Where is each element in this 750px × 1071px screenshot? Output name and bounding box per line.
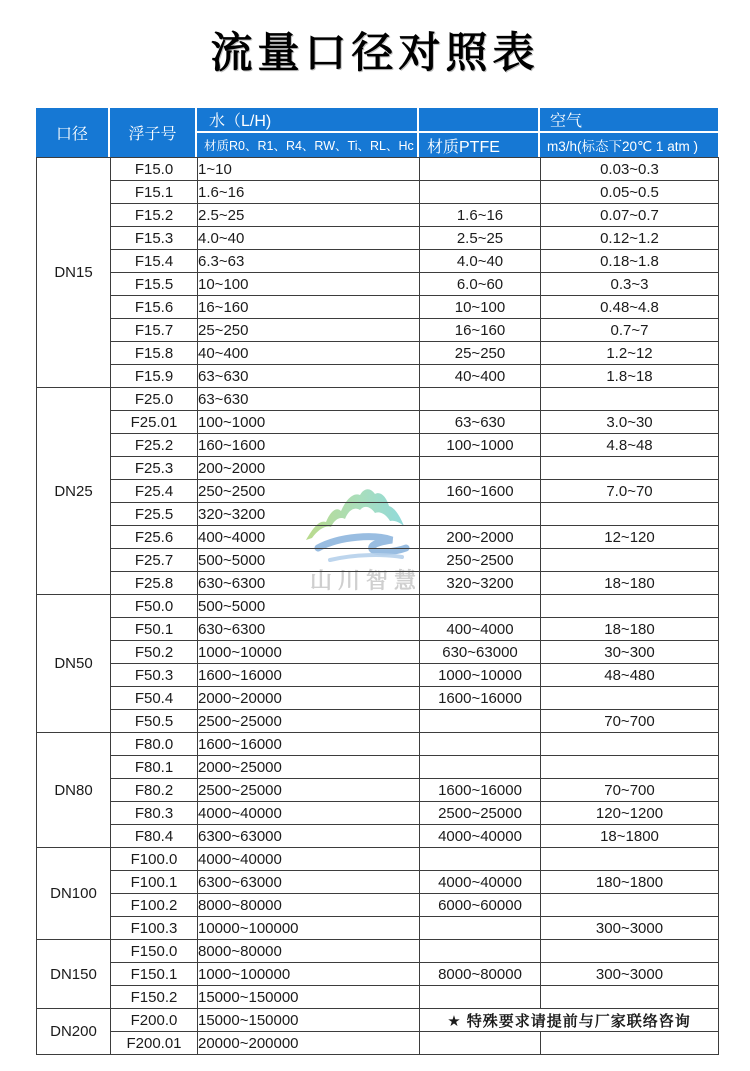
water-cell: 100~1000 <box>198 411 420 434</box>
ptfe-cell <box>420 503 541 526</box>
ptfe-cell: 4000~40000 <box>420 871 541 894</box>
header-water-title: 水（L/H) <box>197 108 417 131</box>
float-cell: F15.3 <box>111 227 198 250</box>
float-cell: F25.3 <box>111 457 198 480</box>
table-row <box>37 779 719 802</box>
special-note: ★ 特殊要求请提前与厂家联络咨询 <box>420 1009 719 1032</box>
ptfe-cell <box>420 181 541 204</box>
header-spacer-cell <box>419 108 538 131</box>
air-cell: 70~700 <box>541 710 719 733</box>
ptfe-cell <box>420 940 541 963</box>
table-row <box>37 986 719 1009</box>
float-cell: F80.2 <box>111 779 198 802</box>
water-cell: 1600~16000 <box>198 733 420 756</box>
water-cell: 160~1600 <box>198 434 420 457</box>
table-row <box>37 273 719 296</box>
float-cell: F80.1 <box>111 756 198 779</box>
air-cell: 0.3~3 <box>541 273 719 296</box>
ptfe-cell: 100~1000 <box>420 434 541 457</box>
table-row <box>37 1032 719 1055</box>
table-row <box>37 733 719 756</box>
air-cell: 7.0~70 <box>541 480 719 503</box>
caliber-cell: DN150 <box>37 940 111 1009</box>
water-cell: 63~630 <box>198 365 420 388</box>
float-cell: F15.6 <box>111 296 198 319</box>
table-row <box>37 894 719 917</box>
air-cell: 1.8~18 <box>541 365 719 388</box>
caliber-cell: DN15 <box>37 158 111 388</box>
flow-table-body <box>37 158 719 1055</box>
ptfe-cell: 4000~40000 <box>420 825 541 848</box>
air-cell: 0.05~0.5 <box>541 181 719 204</box>
air-cell: 4.8~48 <box>541 434 719 457</box>
float-cell: F15.7 <box>111 319 198 342</box>
table-row <box>37 963 719 986</box>
table-row <box>37 158 719 181</box>
water-cell: 4000~40000 <box>198 802 420 825</box>
flow-table <box>36 108 718 1055</box>
air-cell: 30~300 <box>541 641 719 664</box>
float-cell: F50.4 <box>111 687 198 710</box>
float-cell: F25.7 <box>111 549 198 572</box>
float-cell: F15.1 <box>111 181 198 204</box>
table-header <box>36 108 718 157</box>
float-cell: F80.0 <box>111 733 198 756</box>
float-cell: F25.2 <box>111 434 198 457</box>
table-row <box>37 296 719 319</box>
float-cell: F100.0 <box>111 848 198 871</box>
float-cell: F15.4 <box>111 250 198 273</box>
table-row <box>37 618 719 641</box>
air-cell <box>541 595 719 618</box>
ptfe-cell: 10~100 <box>420 296 541 319</box>
air-cell <box>541 756 719 779</box>
water-cell: 250~2500 <box>198 480 420 503</box>
table-row <box>37 664 719 687</box>
air-cell: 70~700 <box>541 779 719 802</box>
float-cell: F200.01 <box>111 1032 198 1055</box>
water-cell: 15000~150000 <box>198 1009 420 1032</box>
air-cell <box>541 894 719 917</box>
air-cell: 0.7~7 <box>541 319 719 342</box>
float-cell: F15.5 <box>111 273 198 296</box>
air-cell: 120~1200 <box>541 802 719 825</box>
ptfe-cell <box>420 848 541 871</box>
ptfe-cell: 6000~60000 <box>420 894 541 917</box>
air-cell <box>541 848 719 871</box>
water-cell: 20000~200000 <box>198 1032 420 1055</box>
air-cell: 0.03~0.3 <box>541 158 719 181</box>
caliber-cell: DN200 <box>37 1009 111 1055</box>
float-cell: F50.5 <box>111 710 198 733</box>
table-row <box>37 434 719 457</box>
air-cell <box>541 1032 719 1055</box>
table-row <box>37 342 719 365</box>
caliber-cell: DN50 <box>37 595 111 733</box>
header-float-no: 浮子号 <box>110 108 195 157</box>
table-row <box>37 848 719 871</box>
ptfe-cell: 1000~10000 <box>420 664 541 687</box>
table-row <box>37 457 719 480</box>
air-cell <box>541 986 719 1009</box>
air-cell: 12~120 <box>541 526 719 549</box>
float-cell: F100.1 <box>111 871 198 894</box>
ptfe-cell: 1.6~16 <box>420 204 541 227</box>
table-row <box>37 411 719 434</box>
table-row <box>37 802 719 825</box>
air-cell: 0.07~0.7 <box>541 204 719 227</box>
air-cell: 18~1800 <box>541 825 719 848</box>
page-title: 流量口径对照表 <box>210 29 540 76</box>
air-cell: 0.12~1.2 <box>541 227 719 250</box>
air-cell: 3.0~30 <box>541 411 719 434</box>
ptfe-cell: 1600~16000 <box>420 779 541 802</box>
water-cell: 10~100 <box>198 273 420 296</box>
air-cell: 48~480 <box>541 664 719 687</box>
ptfe-cell <box>420 388 541 411</box>
float-cell: F50.1 <box>111 618 198 641</box>
water-cell: 2500~25000 <box>198 779 420 802</box>
water-cell: 4.0~40 <box>198 227 420 250</box>
water-cell: 8000~80000 <box>198 894 420 917</box>
water-cell: 630~6300 <box>198 618 420 641</box>
water-cell: 8000~80000 <box>198 940 420 963</box>
table-row <box>37 756 719 779</box>
float-cell: F150.0 <box>111 940 198 963</box>
water-cell: 15000~150000 <box>198 986 420 1009</box>
air-cell: 300~3000 <box>541 963 719 986</box>
water-cell: 6300~63000 <box>198 871 420 894</box>
ptfe-cell <box>420 986 541 1009</box>
float-cell: F100.2 <box>111 894 198 917</box>
ptfe-cell <box>420 917 541 940</box>
water-cell: 6300~63000 <box>198 825 420 848</box>
ptfe-cell: 630~63000 <box>420 641 541 664</box>
water-cell: 1~10 <box>198 158 420 181</box>
float-cell: F25.0 <box>111 388 198 411</box>
water-cell: 320~3200 <box>198 503 420 526</box>
air-cell <box>541 940 719 963</box>
float-cell: F15.8 <box>111 342 198 365</box>
water-cell: 1000~10000 <box>198 641 420 664</box>
float-cell: F25.01 <box>111 411 198 434</box>
ptfe-cell <box>420 1032 541 1055</box>
caliber-cell: DN25 <box>37 388 111 595</box>
air-cell: 180~1800 <box>541 871 719 894</box>
ptfe-cell: 320~3200 <box>420 572 541 595</box>
water-cell: 4000~40000 <box>198 848 420 871</box>
water-cell: 2.5~25 <box>198 204 420 227</box>
header-water-materials: 材质R0、R1、R4、RW、Ti、RL、Hc <box>197 133 417 157</box>
air-cell: 300~3000 <box>541 917 719 940</box>
float-cell: F50.2 <box>111 641 198 664</box>
caliber-cell: DN80 <box>37 733 111 848</box>
table-row <box>37 227 719 250</box>
table-row <box>37 181 719 204</box>
water-cell: 500~5000 <box>198 595 420 618</box>
float-cell: F15.9 <box>111 365 198 388</box>
ptfe-cell <box>420 733 541 756</box>
ptfe-cell: 63~630 <box>420 411 541 434</box>
float-cell: F25.4 <box>111 480 198 503</box>
ptfe-cell: 25~250 <box>420 342 541 365</box>
air-cell: 1.2~12 <box>541 342 719 365</box>
water-cell: 200~2000 <box>198 457 420 480</box>
float-cell: F50.0 <box>111 595 198 618</box>
table-row <box>37 825 719 848</box>
ptfe-cell: 4.0~40 <box>420 250 541 273</box>
water-cell: 1000~100000 <box>198 963 420 986</box>
table-row <box>37 365 719 388</box>
ptfe-cell <box>420 595 541 618</box>
air-cell <box>541 457 719 480</box>
table-row <box>37 687 719 710</box>
ptfe-cell: 160~1600 <box>420 480 541 503</box>
flow-table-grid <box>36 157 719 1055</box>
air-cell: 18~180 <box>541 572 719 595</box>
ptfe-cell: 200~2000 <box>420 526 541 549</box>
table-row <box>37 319 719 342</box>
table-row <box>37 388 719 411</box>
air-cell: 0.48~4.8 <box>541 296 719 319</box>
water-cell: 63~630 <box>198 388 420 411</box>
ptfe-cell <box>420 756 541 779</box>
air-cell <box>541 503 719 526</box>
table-row <box>37 480 719 503</box>
table-row <box>37 250 719 273</box>
ptfe-cell: 250~2500 <box>420 549 541 572</box>
table-row <box>37 549 719 572</box>
header-air-title: 空气 <box>540 108 718 131</box>
ptfe-cell: 16~160 <box>420 319 541 342</box>
table-row <box>37 710 719 733</box>
water-cell: 40~400 <box>198 342 420 365</box>
table-row <box>37 641 719 664</box>
header-ptfe: 材质PTFE <box>419 133 538 157</box>
air-cell: 18~180 <box>541 618 719 641</box>
float-cell: F15.2 <box>111 204 198 227</box>
table-row <box>37 526 719 549</box>
float-cell: F50.3 <box>111 664 198 687</box>
float-cell: F150.1 <box>111 963 198 986</box>
ptfe-cell: 2500~25000 <box>420 802 541 825</box>
float-cell: F80.4 <box>111 825 198 848</box>
table-row <box>37 917 719 940</box>
float-cell: F80.3 <box>111 802 198 825</box>
ptfe-cell: 1600~16000 <box>420 687 541 710</box>
table-row <box>37 871 719 894</box>
float-cell: F100.3 <box>111 917 198 940</box>
water-cell: 16~160 <box>198 296 420 319</box>
ptfe-cell <box>420 710 541 733</box>
float-cell: F25.6 <box>111 526 198 549</box>
float-cell: F150.2 <box>111 986 198 1009</box>
air-cell: 0.18~1.8 <box>541 250 719 273</box>
ptfe-cell: 2.5~25 <box>420 227 541 250</box>
air-cell <box>541 687 719 710</box>
water-cell: 2000~25000 <box>198 756 420 779</box>
table-row <box>37 204 719 227</box>
table-row <box>37 940 719 963</box>
float-cell: F15.0 <box>111 158 198 181</box>
water-cell: 6.3~63 <box>198 250 420 273</box>
air-cell <box>541 733 719 756</box>
water-cell: 2500~25000 <box>198 710 420 733</box>
air-cell <box>541 388 719 411</box>
water-cell: 1600~16000 <box>198 664 420 687</box>
water-cell: 2000~20000 <box>198 687 420 710</box>
ptfe-cell: 400~4000 <box>420 618 541 641</box>
float-cell: F25.5 <box>111 503 198 526</box>
water-cell: 500~5000 <box>198 549 420 572</box>
water-cell: 25~250 <box>198 319 420 342</box>
ptfe-cell: 8000~80000 <box>420 963 541 986</box>
air-cell <box>541 549 719 572</box>
water-cell: 400~4000 <box>198 526 420 549</box>
float-cell: F200.0 <box>111 1009 198 1032</box>
table-row <box>37 595 719 618</box>
water-cell: 630~6300 <box>198 572 420 595</box>
caliber-cell: DN100 <box>37 848 111 940</box>
table-row <box>37 1009 719 1032</box>
ptfe-cell <box>420 457 541 480</box>
ptfe-cell: 40~400 <box>420 365 541 388</box>
watermark-text: 山川智慧 <box>310 568 423 593</box>
water-cell: 10000~100000 <box>198 917 420 940</box>
table-row <box>37 572 719 595</box>
ptfe-cell: 6.0~60 <box>420 273 541 296</box>
header-caliber: 口径 <box>36 108 108 157</box>
float-cell: F25.8 <box>111 572 198 595</box>
table-row <box>37 503 719 526</box>
header-air-unit: m3/h(标态下20℃ 1 atm ) <box>540 133 718 157</box>
ptfe-cell <box>420 158 541 181</box>
water-cell: 1.6~16 <box>198 181 420 204</box>
